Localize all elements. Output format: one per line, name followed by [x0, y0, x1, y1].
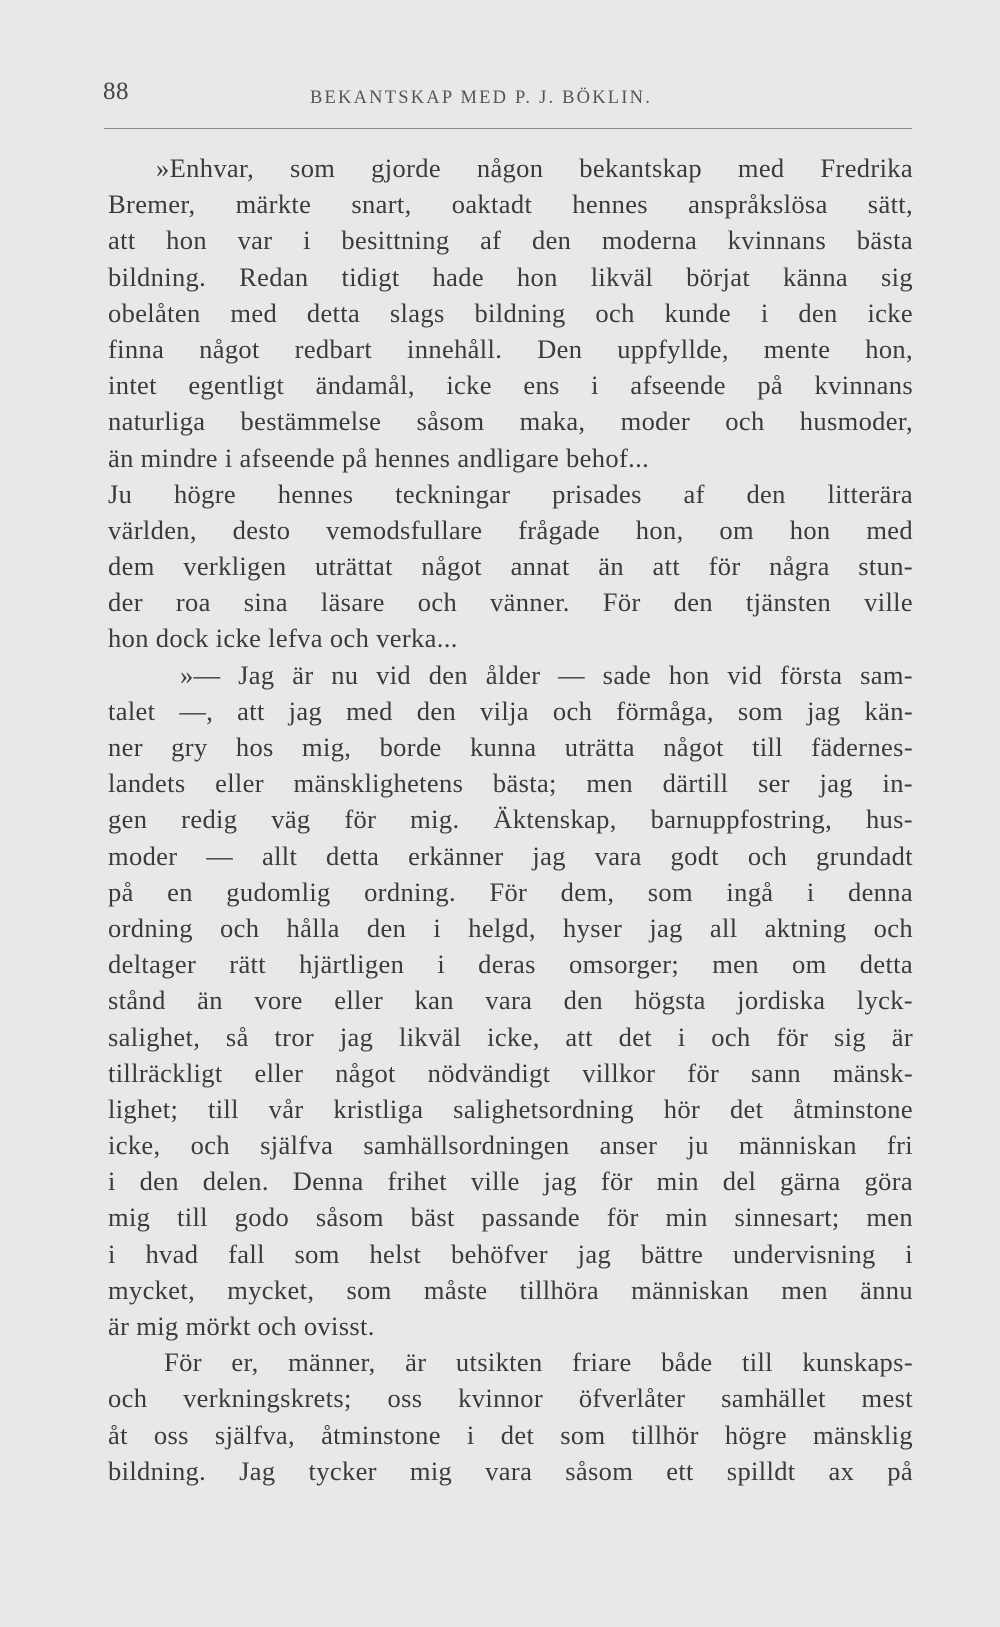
text-line: åt oss själfva, åtminstone i det som tillhör högre mänsklig: [108, 1419, 913, 1450]
text-line: att hon var i besittning af den moderna kvinnans bästa: [108, 225, 913, 256]
text-line: moder — allt detta erkänner jag vara godt och grundadt: [108, 840, 913, 871]
page-number: 88: [103, 78, 129, 105]
text-line: dem verkligen uträttat något annat än att för några stun-: [108, 551, 913, 582]
text-line: ordning och hålla den i helgd, hyser jag all aktning och: [108, 912, 913, 943]
text-line: ner gry hos mig, borde kunna uträtta något till fädernes-: [108, 732, 913, 762]
text-line: och verkningskrets; oss kvinnor öfverlåter samhället mest: [108, 1383, 913, 1414]
text-line: stånd än vore eller kan vara den högsta jordiska lyck-: [108, 985, 913, 1016]
text-line: bildning. Redan tidigt hade hon likväl börjat känna sig: [108, 261, 913, 292]
text-line: För er, männer, är utsikten friare både till kunskaps-: [164, 1347, 913, 1378]
text-line: gen redig väg för mig. Äktenskap, barnuppfostring, hus-: [108, 804, 913, 835]
text-line: bildning. Jag tycker mig vara såsom ett spilldt ax på: [108, 1455, 913, 1486]
text-line: »Enhvar, som gjorde någon bekantskap med Fredrika: [156, 153, 913, 183]
text-line: salighet, så tror jag likväl icke, att det i och för sig är: [108, 1021, 913, 1052]
body-text: [108, 150, 913, 1489]
text-line: naturliga bestämmelse såsom maka, moder och husmoder,: [108, 406, 913, 437]
text-line: världen, desto vemodsfullare frågade hon, om hon med: [108, 514, 913, 545]
text-line: lighet; till vår kristliga salighetsordning hör det åtminstone: [108, 1093, 913, 1124]
text-line: Bremer, märkte snart, oaktadt hennes anspråkslösa sätt,: [108, 189, 913, 220]
header-rule: [104, 128, 912, 129]
text-line: mycket, mycket, som måste tillhöra människan men ännu: [108, 1274, 913, 1305]
text-line: obelåten med detta slags bildning och kunde i den icke: [108, 297, 913, 328]
text-line: der roa sina läsare och vänner. För den tjänsten ville: [108, 587, 913, 618]
text-line: intet egentligt ändamål, icke ens i afseende på kvinnans: [108, 370, 913, 401]
text-line: landets eller mänsklighetens bästa; men därtill ser jag in-: [108, 768, 913, 799]
text-line: mig till godo såsom bäst passande för min sinnesart; men: [108, 1202, 913, 1233]
text-line: icke, och själfva samhällsordningen anser ju människan fri: [108, 1130, 913, 1161]
text-line: tillräckligt eller något nödvändigt villkor för sann mänsk-: [108, 1057, 913, 1088]
text-line: hon dock icke lefva och verka...: [108, 623, 458, 654]
text-line: deltager rätt hjärtligen i deras omsorger; men om detta: [108, 949, 913, 980]
text-line: Ju högre hennes teckningar prisades af den litterära: [108, 478, 913, 509]
text-line: är mig mörkt och ovisst.: [108, 1311, 375, 1341]
text-line: än mindre i afseende på hennes andligare behof...: [108, 442, 650, 473]
text-line: finna något redbart innehåll. Den uppfyllde, mente hon,: [108, 333, 913, 364]
text-line: i hvad fall som helst behöfver jag bättre undervisning i: [108, 1238, 913, 1269]
text-line: i den delen. Denna frihet ville jag för min del gärna göra: [108, 1166, 913, 1197]
text-line: talet —, att jag med den vilja och förmåga, som jag kän-: [108, 695, 913, 726]
text-line: på en gudomlig ordning. För dem, som ingå i denna: [108, 876, 913, 907]
running-head: BEKANTSKAP MED P. J. BÖKLIN.: [310, 88, 653, 108]
text-line: »— Jag är nu vid den ålder — sade hon vid första sam-: [180, 659, 913, 690]
